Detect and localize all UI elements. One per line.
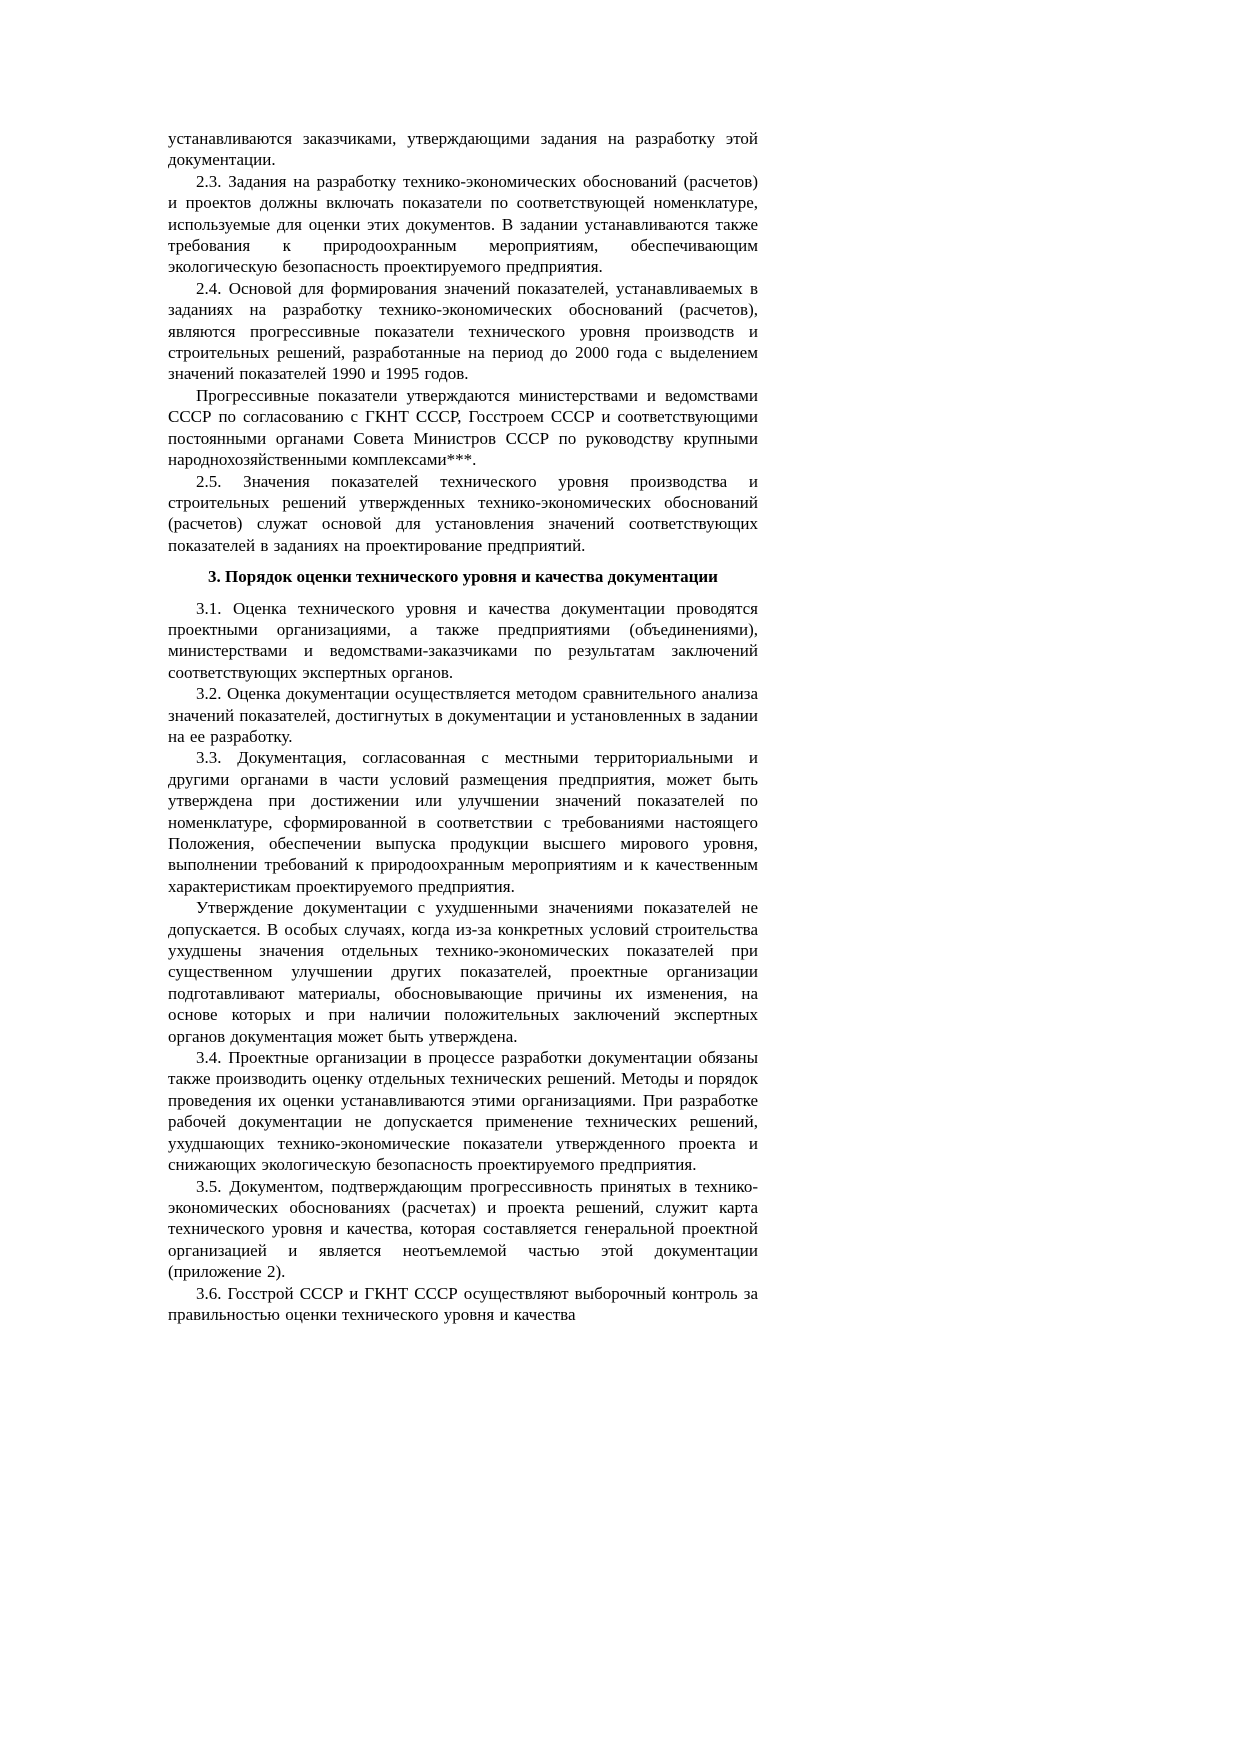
paragraph-2-3: 2.3. Задания на разработку технико-экономических обоснований (расчетов) и проектов должны включать показатели по соответствующей номенклатуре, используемые для оценки этих документов. В задании устанавливаются также требования к природоохранным мероприятиям, обеспечивающим экологическую безопасность проектируемого предприятия. bbox=[168, 171, 758, 277]
paragraph-2-4: 2.4. Основой для формирования значений показателей, устанавливаемых в заданиях на разработку технико-экономических обоснований (расчетов), являются прогрессивные показатели технического уровня производств и строительных решений, разработанные на период до 2000 года с выделением значений показателей 1990 и 1995 годов. bbox=[168, 278, 758, 384]
paragraph-2-4-progressive-indicators: Прогрессивные показатели утверждаются министерствами и ведомствами СССР по согласованию с ГКНТ СССР, Госстроем СССР и соответствующими постоянными органами Совета Министров СССР по руководству крупными народнохозяйственными комплексами***. bbox=[168, 385, 758, 470]
paragraph-3-4: 3.4. Проектные организации в процессе разработки документации обязаны также производить оценку отдельных технических решений. Методы и порядок проведения их оценки устанавливаются этими организациями. При разработке рабочей документации не допускается применение технических решений, ухудшающих технико-экономические показатели утвержденного проекта и снижающих экологическую безопасность проектируемого предприятия. bbox=[168, 1048, 758, 1175]
paragraph-continuation: устанавливаются заказчиками, утверждающими задания на разработку этой документации. bbox=[168, 129, 758, 170]
paragraph-3-2: 3.2. Оценка документации осуществляется методом сравнительного анализа значений показателей, достигнутых в документации и установленных в задании на ее разработку. bbox=[168, 684, 758, 746]
paragraph-2-5: 2.5. Значения показателей технического уровня производства и строительных решений утвержденных технико-экономических обоснований (расчетов) служат основой для установления значений соответствующих показателей в заданиях на проектирование предприятий. bbox=[168, 471, 758, 555]
paragraph-3-3: 3.3. Документация, согласованная с местными территориальными и другими органами в части условий размещения предприятия, может быть утверждена при достижении или улучшении значений показателей по номенклатуре, сформированной в соответствии с требованиями настоящего Положения, обеспечении выпуска продукции высшего мирового уровня, выполнении требований к природоохранным мероприятиям и к качественным характеристикам проектируемого предприятия. bbox=[168, 748, 758, 896]
paragraph-3-5: 3.5. Документом, подтверждающим прогрессивность принятых в технико-экономических обоснованиях (расчетах) и проекта решений, служит карта технического уровня и качества, которая составляется генеральной проектной организацией и является неотъемлемой частью этой документации (приложение 2). bbox=[168, 1176, 758, 1282]
paragraph-3-6: 3.6. Госстрой СССР и ГКНТ СССР осуществляют выборочный контроль за правильностью оценки технического уровня и качества bbox=[168, 1283, 758, 1324]
text-column bbox=[168, 128, 758, 1325]
paragraph-3-1: 3.1. Оценка технического уровня и качества документации проводятся проектными организациями, а также предприятиями (объединениями), министерствами и ведомствами-заказчиками по результатам заключений соответствующих экспертных органов. bbox=[168, 598, 758, 682]
paragraph-3-3-approval-rules: Утверждение документации с ухудшенными значениями показателей не допускается. В особых случаях, когда из-за конкретных условий строительства ухудшены значения отдельных технико-экономических показателей при существенном улучшении других показателей, проектные организации подготавливают материалы, обосновывающие причины их изменения, на основе которых и при наличии положительных заключений экспертных органов документация может быть утверждена. bbox=[168, 898, 758, 1046]
section-3-heading: 3. Порядок оценки технического уровня и качества документации bbox=[208, 567, 718, 587]
